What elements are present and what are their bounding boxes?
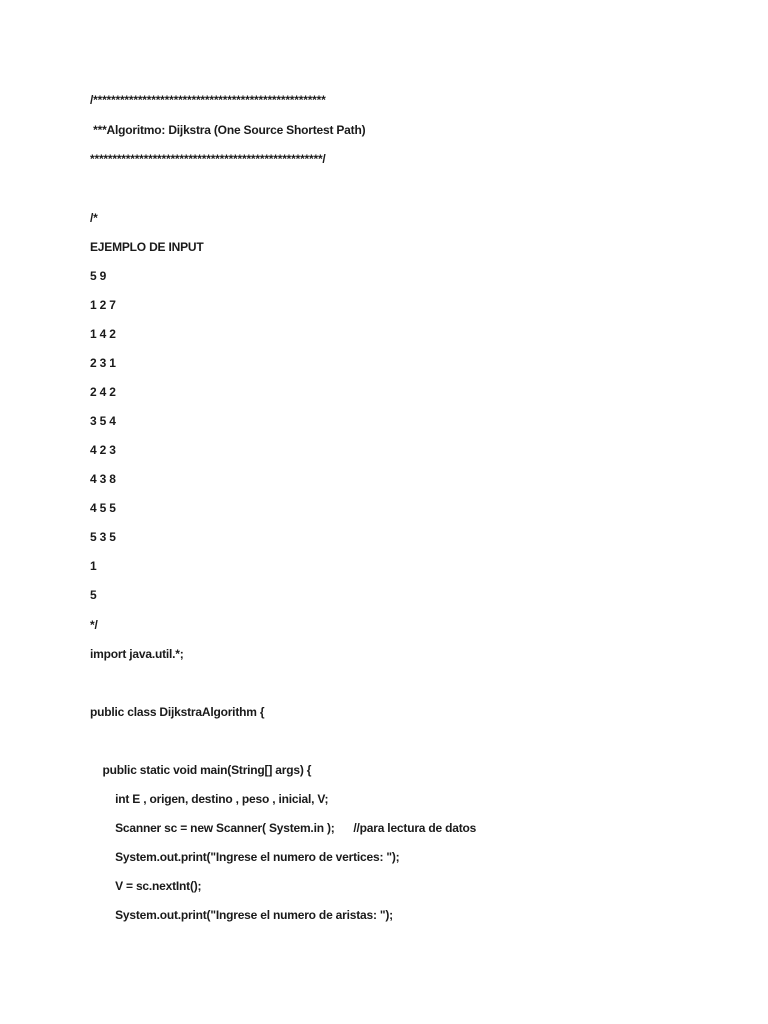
code-line-input-comment-open: /*: [90, 211, 98, 225]
code-line-scanner: Scanner sc = new Scanner( System.in ); //para lectura de datos: [90, 821, 477, 835]
code-line-input-row: 1 4 2: [90, 327, 116, 341]
code-line-import: import java.util.*;: [90, 647, 184, 661]
code-line-input-row: 1 2 7: [90, 298, 116, 312]
code-line-input-heading: EJEMPLO DE INPUT: [90, 240, 204, 254]
code-line-input-row: 4 2 3: [90, 443, 116, 457]
code-line-title: ***Algoritmo: Dijkstra (One Source Shortest Path): [90, 123, 366, 137]
code-line-input-row: 5 3 5: [90, 530, 116, 544]
code-line-input-row: 2 3 1: [90, 356, 116, 370]
code-line-print-edges: System.out.print("Ingrese el numero de aristas: ");: [90, 908, 393, 922]
code-line-input-comment-close: */: [90, 618, 98, 632]
code-line-input-row: 4 3 8: [90, 472, 116, 486]
code-line-input-row: 5: [90, 588, 97, 602]
code-line-comment-open: /****************************************************: [90, 93, 326, 107]
code-line-class-declaration: public class DijkstraAlgorithm {: [90, 705, 265, 719]
code-line-print-vertices: System.out.print("Ingrese el numero de vertices: ");: [90, 850, 400, 864]
code-line-comment-close: ****************************************************/: [90, 152, 326, 166]
code-line-read-vertices: V = sc.nextInt();: [90, 879, 202, 893]
code-line-input-row: 3 5 4: [90, 414, 116, 428]
code-line-input-row: 2 4 2: [90, 385, 116, 399]
code-line-input-row: 1: [90, 559, 97, 573]
code-line-main-method: public static void main(String[] args) {: [90, 763, 312, 777]
code-line-variable-declaration: int E , origen, destino , peso , inicial, V;: [90, 792, 329, 806]
code-line-input-row: 4 5 5: [90, 501, 116, 515]
code-line-input-row: 5 9: [90, 269, 107, 283]
